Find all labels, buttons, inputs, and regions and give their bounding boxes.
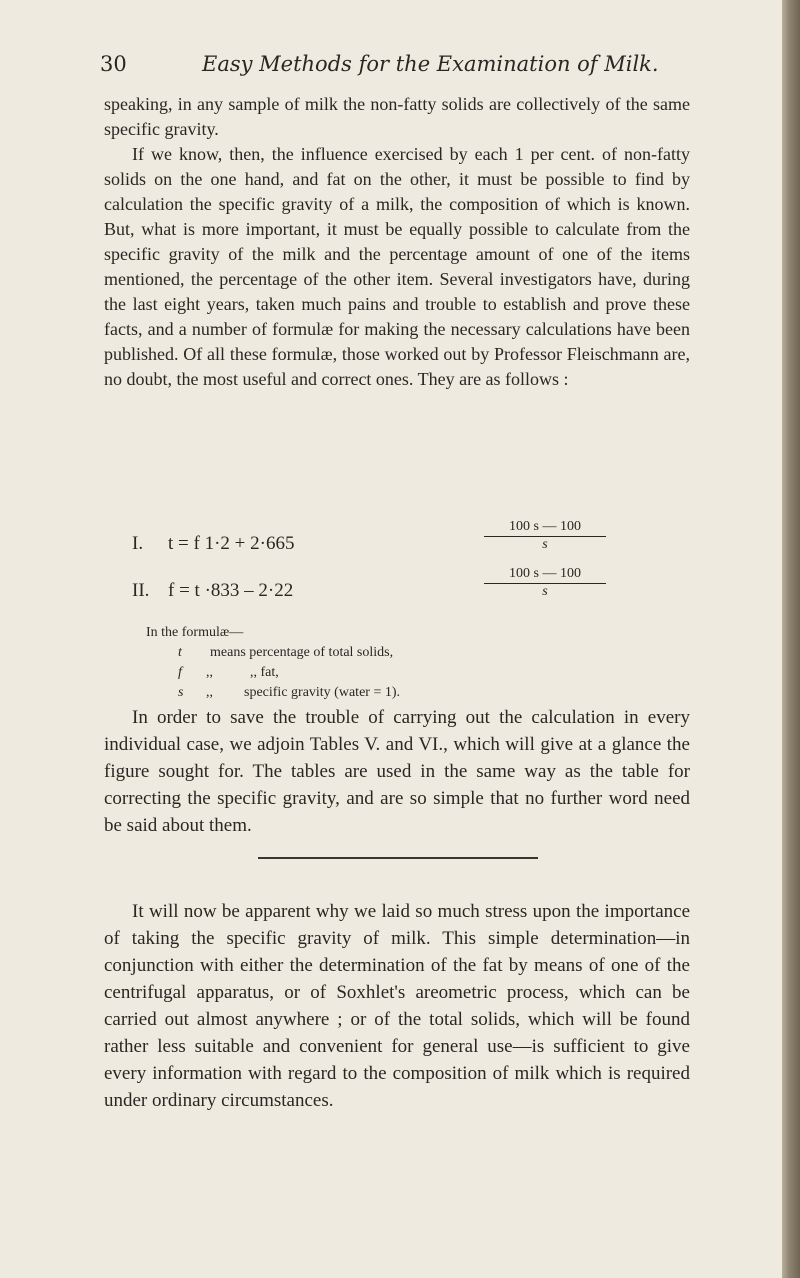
legend-row	[178, 665, 598, 685]
section-divider	[258, 857, 538, 859]
formula-2-denominator: s	[542, 584, 548, 599]
paragraph-2-text: If we know, then, the influence exercised by each 1 per cent. of non-fatty solids on the one hand, and fat on the other, it must be possible to find by calculation the specific gravity of a milk, the composition of which is known. But, what is more important, it must be equally possible to calculate from the specific gravity of the milk and the percentage amount of one of the items mentioned, the percentage of the other item. Several investigators have, during the last eight years, taken much pains and trouble to establish and prove these facts, and a number of formulæ for making the necessary calculations have been published. Of all these formulæ, those worked out by Professor Fleischmann are, no doubt, the most useful and correct ones. They are as follows :	[104, 144, 690, 389]
formula-2-fraction	[484, 566, 606, 600]
paragraph-1: speaking, in any sample of milk the non-fatty solids are collectively of the same specific gravity.	[104, 94, 690, 139]
legend-ditto: ,,	[206, 665, 213, 680]
formula-1-numeral: I.	[132, 533, 144, 554]
paragraph-3	[104, 704, 690, 839]
formula-1-denominator: s	[542, 537, 548, 552]
formula-2-lhs: f = t ·833 – 2·22	[168, 580, 294, 601]
page-edge-shadow	[782, 0, 800, 1278]
page-number: 30	[100, 52, 127, 76]
legend-symbol: t	[178, 645, 182, 660]
legend-desc: ,, fat,	[250, 665, 279, 680]
formula-1-lhs: t = f 1·2 + 2·665	[168, 533, 295, 554]
legend-row	[178, 645, 598, 665]
running-title: Easy Methods for the Examination of Milk.	[202, 52, 659, 76]
legend-desc: means percentage of total solids,	[210, 645, 394, 660]
formula-1-numerator: 100 s — 100	[484, 519, 606, 537]
legend-intro: In the formulæ—	[146, 625, 244, 640]
paragraph-2	[104, 142, 690, 392]
legend-ditto: ,,	[206, 685, 213, 700]
paragraph-4-text: It will now be apparent why we laid so much stress upon the importance of taking the specific gravity of milk. This simple determination—in conjunction with either the determination of the fat by means of one of the centrifugal apparatus, or of Soxhlet's areometric process, which can be carried out almost anywhere ; or of the total solids, which will be found rather less suitable and convenient for general use—is sufficient to give every information with regard to the composition of milk which is required under ordinary circumstances.	[104, 901, 690, 1111]
paragraph-4	[104, 898, 690, 1114]
page-header	[100, 52, 680, 80]
formula-2-numeral: II.	[132, 580, 150, 601]
formula-1-fraction	[484, 519, 606, 553]
legend-row	[178, 685, 598, 705]
paragraph-3-text: In order to save the trouble of carrying out the calculation in every individual case, we adjoin Tables V. and VI., which will give at a glance the figure sought for. The tables are used in the same way as the table for correcting the specific gravity, and are so simple that no further word need be said about them.	[104, 707, 690, 836]
formula-2-numerator: 100 s — 100	[484, 566, 606, 584]
legend-desc: specific gravity (water = 1).	[244, 685, 400, 700]
legend-symbol: s	[178, 685, 184, 700]
legend-symbol: f	[178, 665, 182, 680]
